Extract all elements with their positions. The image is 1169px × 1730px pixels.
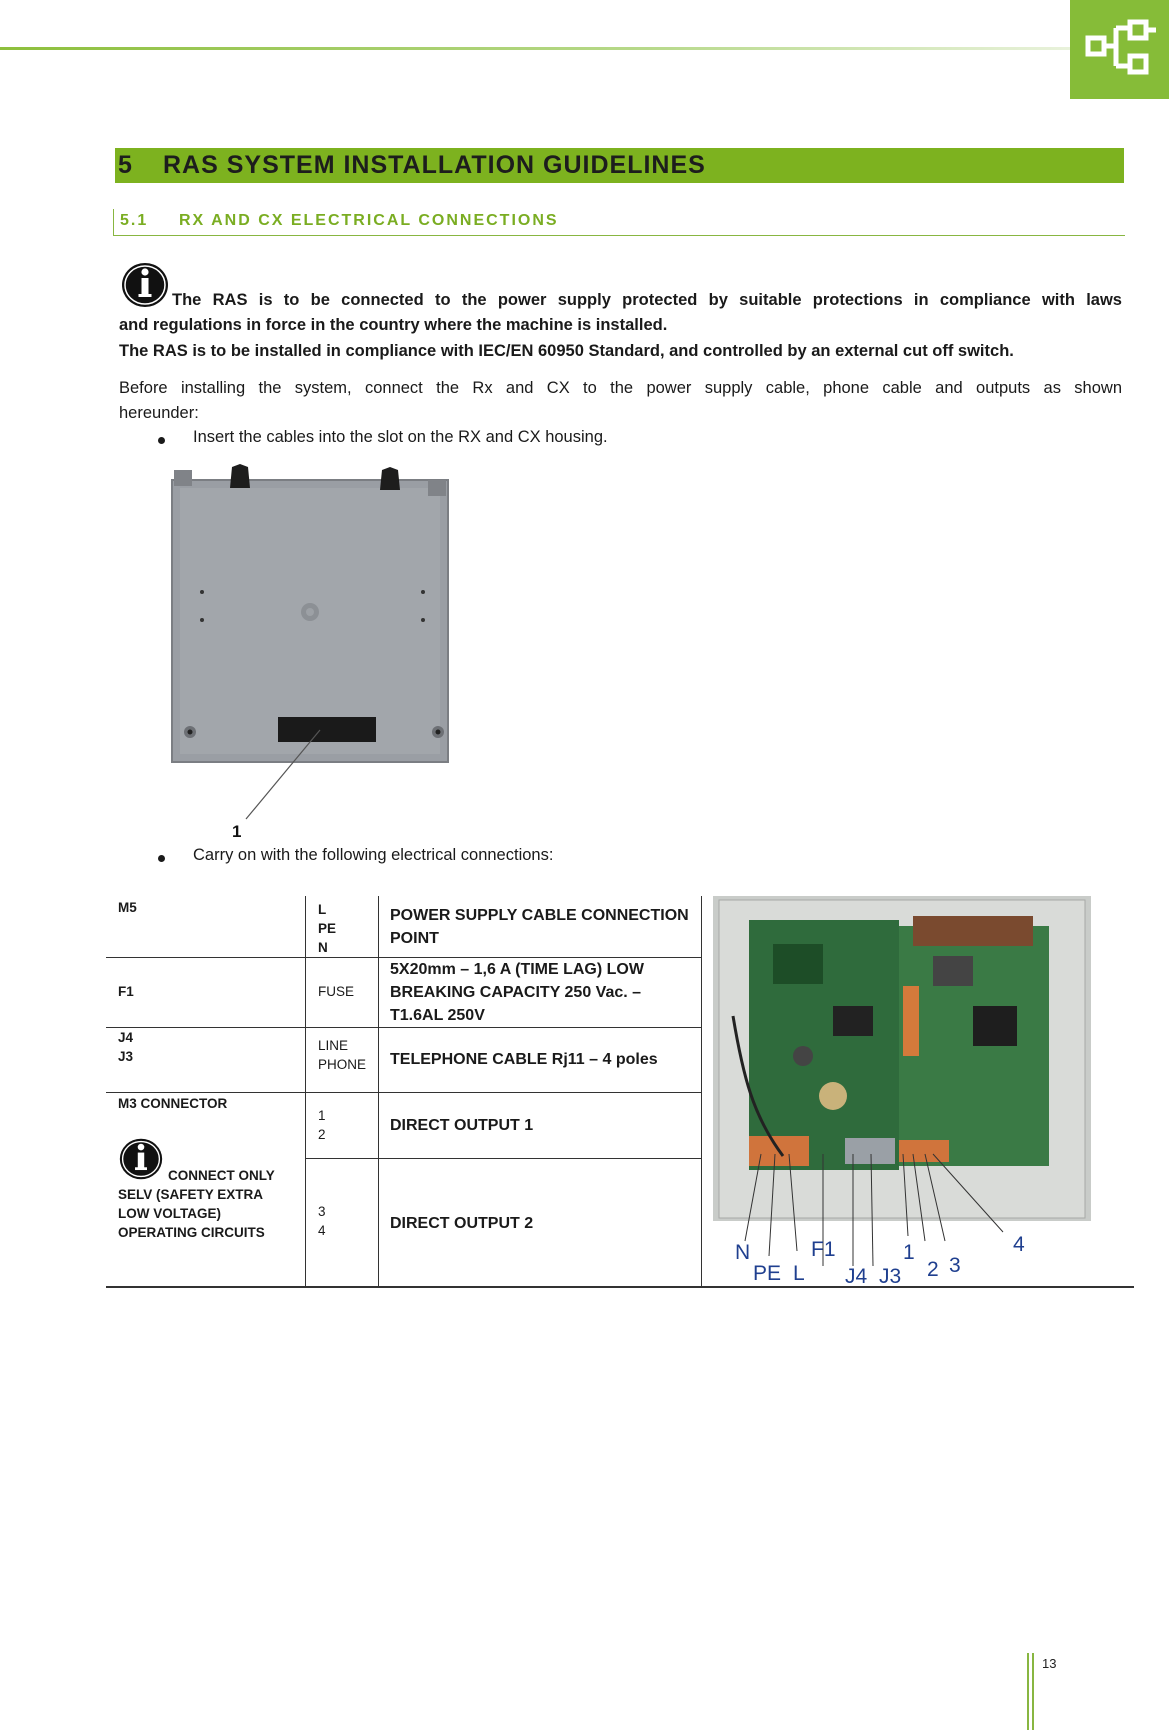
table-cell: 5X20mm – 1,6 A (TIME LAG) LOW BREAKING CAPACITY 250 Vac. – T1.6AL 250V — [390, 961, 644, 1024]
table-cell: M3 CONNECTOR — [118, 1096, 228, 1111]
table-cell: L PE N — [318, 902, 337, 955]
intro-paragraph — [119, 376, 1122, 426]
info-line-3: The RAS is to be installed in compliance with IEC/EN 60950 Standard, and controlled by an external cut off switch. — [119, 342, 1014, 360]
pcb-label-pe: PE — [753, 1262, 782, 1285]
pcb-label-n: N — [735, 1241, 751, 1264]
table-cell: 3 4 — [318, 1204, 326, 1238]
housing-figure — [160, 462, 460, 842]
page-number: 13 — [1042, 1656, 1057, 1671]
pcb-label-f1: F1 — [811, 1238, 836, 1261]
table-cell: DIRECT OUTPUT 2 — [390, 1215, 534, 1232]
section-title: RX AND CX ELECTRICAL CONNECTIONS — [179, 212, 559, 229]
footer-rule — [1027, 1653, 1029, 1730]
table-cell: M5 — [118, 900, 137, 915]
info-icon — [119, 260, 171, 318]
network-nodes-icon — [1070, 0, 1169, 99]
pcb-label-j3: J3 — [879, 1265, 902, 1286]
chapter-number: 5 — [118, 151, 133, 179]
table-cell: J4 J3 — [118, 1030, 134, 1064]
bullet-dot — [158, 437, 165, 444]
pcb-label-3: 3 — [949, 1254, 961, 1277]
bullet-text: Insert the cables into the slot on the RX and CX housing. — [193, 428, 608, 446]
intro-line-1: Before installing the system, connect the Rx and CX to the power supply cable, phone cable and outputs as shown — [119, 379, 1122, 397]
table-cell: FUSE — [318, 984, 355, 999]
m3-note: CONNECT ONLY SELV (SAFETY EXTRA LOW VOLTAGE) OPERATING CIRCUITS — [118, 1168, 275, 1240]
pcb-label-4: 4 — [1013, 1233, 1025, 1256]
pcb-label-2: 2 — [927, 1258, 939, 1281]
table-cell: DIRECT OUTPUT 1 — [390, 1117, 534, 1134]
pcb-label-l: L — [793, 1262, 805, 1285]
table-cell: LINE PHONE — [318, 1038, 367, 1072]
pcb-label-j4: J4 — [845, 1265, 868, 1286]
pcb-label-1: 1 — [903, 1241, 915, 1264]
table-cell: F1 — [118, 984, 134, 999]
table-cell: 1 2 — [318, 1108, 326, 1142]
chapter-title: RAS SYSTEM INSTALLATION GUIDELINES — [163, 151, 706, 179]
table-cell: POWER SUPPLY CABLE CONNECTION POINT — [390, 907, 689, 947]
intro-line-2: hereunder: — [119, 404, 199, 422]
chapter-heading — [115, 148, 1124, 183]
pcb-figure — [713, 896, 1091, 1286]
housing-callout: 1 — [232, 822, 242, 841]
section-number: 5.1 — [120, 212, 149, 229]
section-heading — [113, 209, 1125, 236]
footer-rule — [1032, 1653, 1034, 1730]
bullet-text: Carry on with the following electrical connections: — [193, 846, 554, 864]
info-line-2: and regulations in force in the country where the machine is installed. — [119, 316, 668, 334]
header-rule — [0, 47, 1075, 50]
table-cell: TELEPHONE CABLE Rj11 – 4 poles — [390, 1051, 658, 1068]
bullet-dot — [158, 855, 165, 862]
info-line-1: The RAS is to be connected to the power supply protected by suitable protections in compliance with laws — [172, 291, 1122, 309]
